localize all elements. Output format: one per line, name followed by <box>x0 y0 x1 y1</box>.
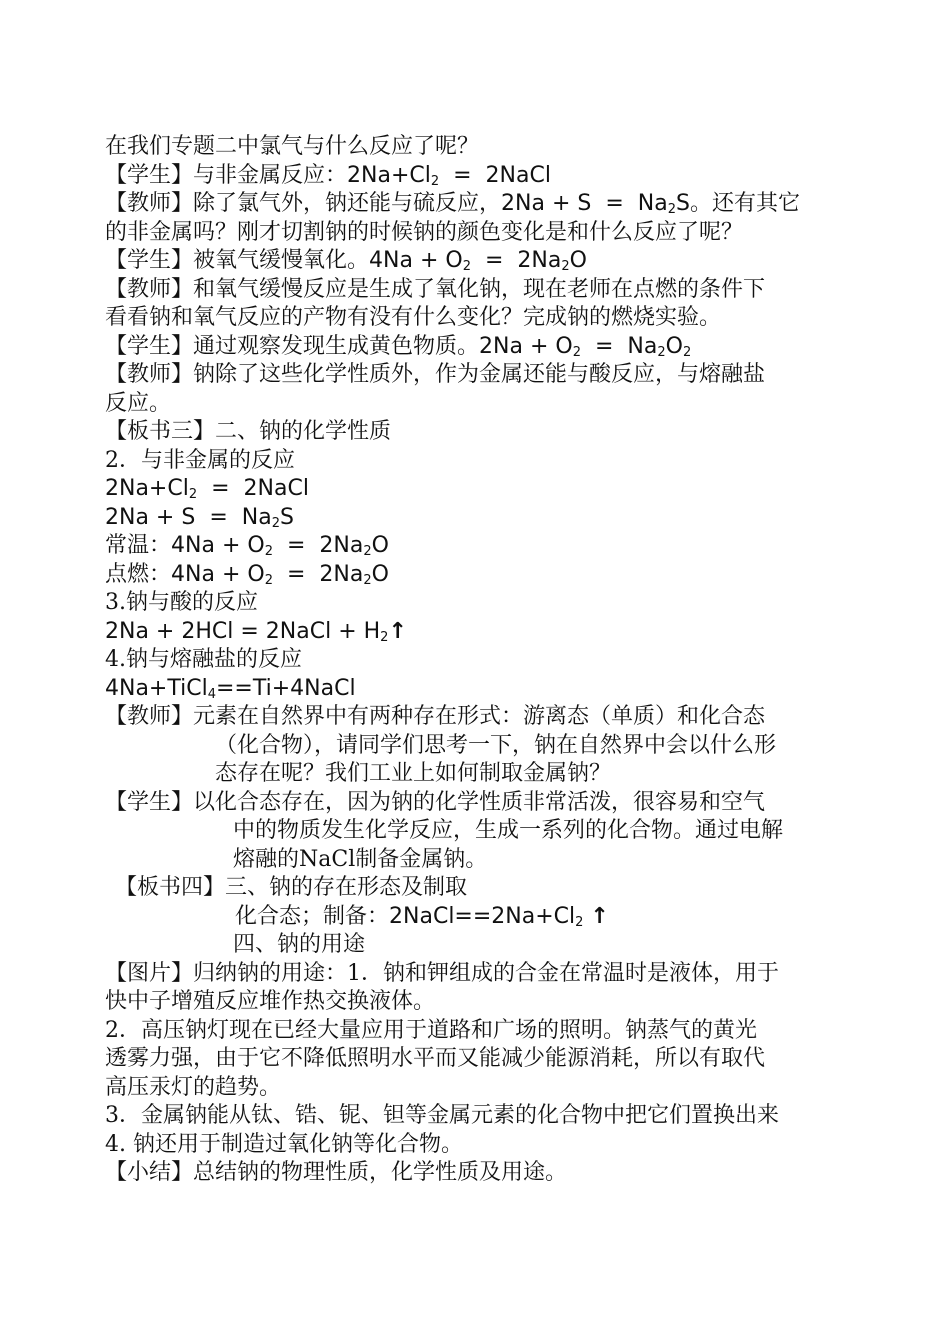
text-line <box>105 532 850 561</box>
text-line <box>105 162 850 191</box>
text: 【学生】被氧气缓慢氧化。 <box>105 248 370 273</box>
text-line <box>105 219 850 248</box>
text-line <box>105 789 850 818</box>
text-line <box>105 874 850 903</box>
text-line <box>105 1045 850 1074</box>
text: 【图片】归纳钠的用途：1．钠和钾组成的合金在常温时是液体，用于 <box>105 960 779 986</box>
text: 【教师】元素在自然界中有两种存在形式：游离态（单质）和化合态 <box>105 704 766 729</box>
formula: $2NaCl==2Na+Cl_2$ ↑ <box>389 903 609 930</box>
text: 【教师】和氧气缓慢反应是生成了氧化钠，现在老师在点燃的条件下 <box>105 276 766 302</box>
text-line <box>105 133 850 162</box>
text: 在我们专题二中氯气与什么反应了呢？ <box>105 134 480 159</box>
text: 。还有其它 <box>689 191 800 216</box>
text-line <box>105 1017 850 1046</box>
text: 3．金属钠能从钛、锆、铌、钽等金属元素的化合物中把它们置换出来 <box>105 1103 779 1128</box>
text: 【学生】以化合态存在，因为钠的化学性质非常活泼，很容易和空气 <box>105 789 766 815</box>
formula: $4Na + O_2 = 2Na_2O$ <box>369 248 587 274</box>
text-line <box>105 703 850 732</box>
text: 中的物质发生化学反应，生成一系列的化合物。通过电解 <box>233 818 784 843</box>
text: 【板书四】三、钠的存在形态及制取 <box>115 875 468 900</box>
text-line <box>105 418 850 447</box>
text: 【小结】总结钠的物理性质，化学性质及用途。 <box>105 1160 568 1185</box>
text: 4. 钠还用于制造过氧化钠等化合物。 <box>105 1131 463 1157</box>
text-line <box>105 903 850 932</box>
text-line <box>105 247 850 276</box>
text-line <box>105 333 850 362</box>
text-line <box>105 447 850 476</box>
formula-line: 2Na + 2HCl = 2NaCl + $H_2↑$ <box>105 618 407 645</box>
formula-line: $2Na+Cl_2$ = 2NaCl <box>105 476 309 502</box>
formula: $2Na + S = Na_2S$ <box>501 191 690 217</box>
text: 【教师】钠除了这些化学性质外，作为金属还能与酸反应，与熔融盐 <box>105 362 766 387</box>
text: 常温： <box>105 533 172 558</box>
text-line <box>105 846 850 875</box>
formula: $2Na + O_2 = Na_2O_2$ <box>479 333 692 360</box>
text-line <box>105 190 850 219</box>
text: 4.钠与熔融盐的反应 <box>105 647 302 672</box>
text-line <box>105 817 850 846</box>
text-line <box>105 304 850 333</box>
text-line <box>105 1074 850 1103</box>
text-line <box>105 390 850 419</box>
text: 3.钠与酸的反应 <box>105 590 258 615</box>
text-line <box>105 276 850 305</box>
text-line <box>105 646 850 675</box>
text-line <box>105 1159 850 1188</box>
document-page <box>105 133 850 1188</box>
formula: $2Na+Cl_2$ = 2NaCl <box>347 162 551 189</box>
up-arrow-icon: ↑ <box>388 618 407 644</box>
text: 点燃： <box>105 561 172 587</box>
text: 透雾力强，由于它不降低照明水平而又能减少能源消耗，所以有取代 <box>105 1046 766 1071</box>
text: 【板书三】二、钠的化学性质 <box>105 419 392 444</box>
text: 【学生】与非金属反应： <box>105 162 348 188</box>
up-arrow-icon: ↑ <box>590 903 609 929</box>
text: 【教师】除了氯气外，钠还能与硫反应， <box>105 191 502 216</box>
text-line <box>105 760 850 789</box>
text-line <box>105 732 850 761</box>
text-line <box>105 1131 850 1160</box>
text-line <box>105 960 850 989</box>
text: 【学生】通过观察发现生成黄色物质。 <box>105 333 480 359</box>
text: 2．与非金属的反应 <box>105 447 295 473</box>
text: 看看钠和氧气反应的产物有没有什么变化？完成钠的燃烧实验。 <box>105 305 722 330</box>
formula-line: $2Na + S = Na_2S$ <box>105 504 294 531</box>
text: 态存在呢？我们工业上如何制取金属钠？ <box>215 761 612 786</box>
formula: $4Na + O_2 = 2Na_2O$ <box>171 533 389 559</box>
text-line <box>105 1102 850 1131</box>
formula-line: 4Na+TiCl$_4$==Ti+4NaCl <box>105 675 356 702</box>
text: 快中子增殖反应堆作热交换液体。 <box>105 989 436 1014</box>
text: （化合物），请同学们思考一下，钠在自然界中会以什么形 <box>215 732 777 758</box>
text: 的非金属吗？刚才切割钠的时候钠的颜色变化是和什么反应了呢？ <box>105 219 744 245</box>
text-line <box>105 988 850 1017</box>
text-line <box>105 931 850 960</box>
text-line <box>105 589 850 618</box>
text-line <box>105 561 850 590</box>
text: 高压汞灯的趋势。 <box>105 1074 282 1100</box>
formula: $4Na + O_2 = 2Na_2O$ <box>171 561 389 588</box>
text: 2．高压钠灯现在已经大量应用于道路和广场的照明。钠蒸气的黄光 <box>105 1017 757 1043</box>
text: 四、钠的用途 <box>233 932 366 957</box>
text: 化合态；制备： <box>235 903 390 929</box>
text: 反应。 <box>105 390 172 416</box>
text-line <box>105 361 850 390</box>
text: 熔融的NaCl制备金属钠。 <box>233 846 488 872</box>
